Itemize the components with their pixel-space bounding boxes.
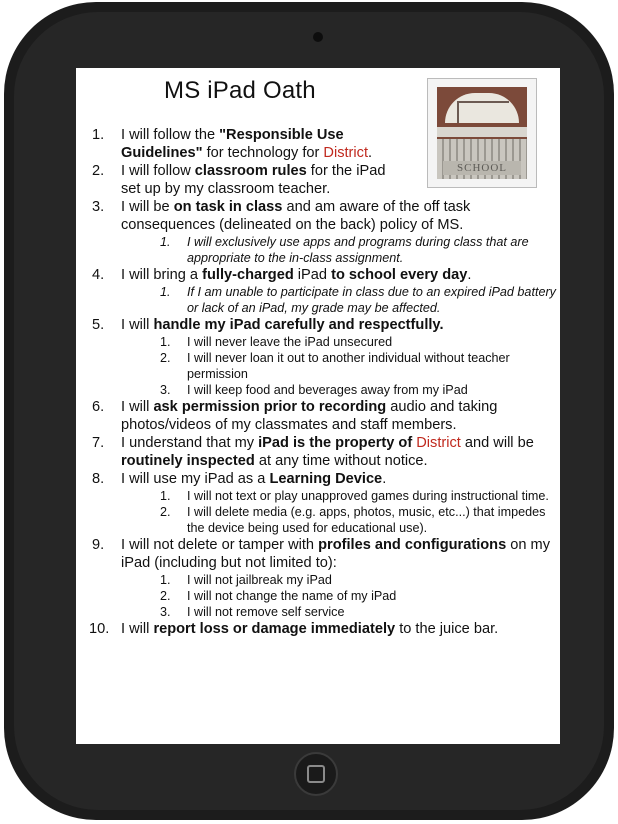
tablet-frame (4, 2, 614, 820)
sub-item (160, 504, 558, 536)
sub-item-number: 2. (160, 351, 171, 365)
oath-list (89, 126, 558, 638)
sub-item (160, 382, 558, 398)
sub-item-text: I will not change the name of my iPad (187, 589, 397, 603)
screen (76, 68, 560, 744)
camera-icon (313, 32, 323, 42)
sub-list (121, 488, 558, 536)
item-number: 8. (92, 471, 105, 487)
oath-item-4: 4. I will bring a fully-charged iPad to school every day. 1. If I am unable to participate in class due to an expired iPad battery or lack of an iPad, my grade may be affected. (92, 266, 558, 316)
sub-list (121, 334, 558, 398)
item-number: 3. (92, 199, 105, 215)
sub-item-number: 1. (160, 489, 171, 503)
sub-item (160, 488, 558, 504)
oath-item-1: 1. I will follow the "Responsible Use Guidelines" for technology for District. (92, 127, 373, 161)
sub-item-text: I will never loan it out to another individual without teacher permission (187, 351, 510, 381)
school-sign: SCHOOL (443, 161, 521, 175)
item-number: 9. (92, 537, 105, 553)
home-square-icon (307, 765, 325, 783)
sub-item (160, 588, 558, 604)
sub-item-text: I will keep food and beverages away from my iPad (187, 383, 468, 397)
item-number: 2. (92, 163, 105, 179)
sub-item (160, 604, 558, 620)
sub-item-text: If I am unable to participate in class due to an expired iPad battery or lack of an iPad, my grade may be affected. (187, 285, 556, 315)
sub-item-text: I will never leave the iPad unsecured (187, 335, 393, 349)
sub-item (160, 572, 558, 588)
oath-item-6: 6. I will ask permission prior to recording audio and taking photos/videos of my classmates and staff members. (92, 399, 498, 433)
home-button[interactable] (294, 752, 338, 796)
sub-list (121, 284, 558, 316)
sub-item-text: I will not text or play unapproved games during instructional time. (187, 489, 549, 503)
sub-item-number: 2. (160, 505, 171, 519)
oath-item-8: 8. I will use my iPad as a Learning Device. 1. I will not text or play unapproved games during instructional time. 2. I will delete media (e.g. apps, photos, music, etc...) that impedes the device being used for educational use). (92, 470, 558, 536)
sub-item-number: 2. (160, 589, 171, 603)
item-number: 7. (92, 435, 105, 451)
district-text: District (416, 435, 461, 451)
sub-item-text: I will not remove self service (187, 605, 345, 619)
sub-item (160, 334, 558, 350)
sub-item-number: 1. (160, 573, 171, 587)
sub-list (121, 234, 558, 266)
oath-item-5: 5. I will handle my iPad carefully and respectfully. 1. I will never leave the iPad unsecured 2. I will never loan it out to another individual without teacher permission 3. I will keep food and beverages away from my iPad (92, 316, 558, 398)
sub-item-text: I will delete media (e.g. apps, photos, music, etc...) that impedes the device being used for educational use). (187, 505, 546, 535)
sub-item-number: 1. (160, 335, 171, 349)
sub-item-number: 1. (160, 235, 171, 249)
oath-item-9: 9. I will not delete or tamper with profiles and configurations on my iPad (including but not limited to): 1. I will not jailbreak my iPad 2. I will not change the name of my iPad 3. I will not remove self service (92, 536, 558, 620)
sub-item-number: 1. (160, 285, 171, 299)
sub-item-text: I will not jailbreak my iPad (187, 573, 332, 587)
oath-item-2: 2. I will follow classroom rules for the iPad set up by my classroom teacher. (92, 163, 386, 197)
sub-list (121, 572, 558, 620)
sub-item-number: 3. (160, 605, 171, 619)
oath-item-3: 3. I will be on task in class and am aware of the off task consequences (delineated on the back) policy of MS. 1. I will exclusively use apps and programs during class that are appropriate to the in-class assignment. (92, 198, 558, 266)
item-number: 10. (89, 621, 110, 637)
page-title: MS iPad Oath (164, 77, 316, 104)
window-grid (457, 101, 509, 123)
item-number: 5. (92, 317, 105, 333)
sub-item (160, 350, 558, 382)
item-number: 1. (92, 127, 105, 143)
sub-item (160, 234, 558, 266)
district-text: District (323, 145, 368, 161)
sub-item (160, 284, 558, 316)
sub-item-number: 3. (160, 383, 171, 397)
item-number: 6. (92, 399, 105, 415)
sub-item-text: I will exclusively use apps and programs during class that are appropriate to the in-class assignment. (187, 235, 529, 265)
oath-item-7: 7. I understand that my iPad is the property of District and will be routinely inspected at any time without notice. (92, 435, 534, 469)
item-number: 4. (92, 267, 105, 283)
oath-item-10: 10. I will report loss or damage immediately to the juice bar. (89, 621, 499, 637)
